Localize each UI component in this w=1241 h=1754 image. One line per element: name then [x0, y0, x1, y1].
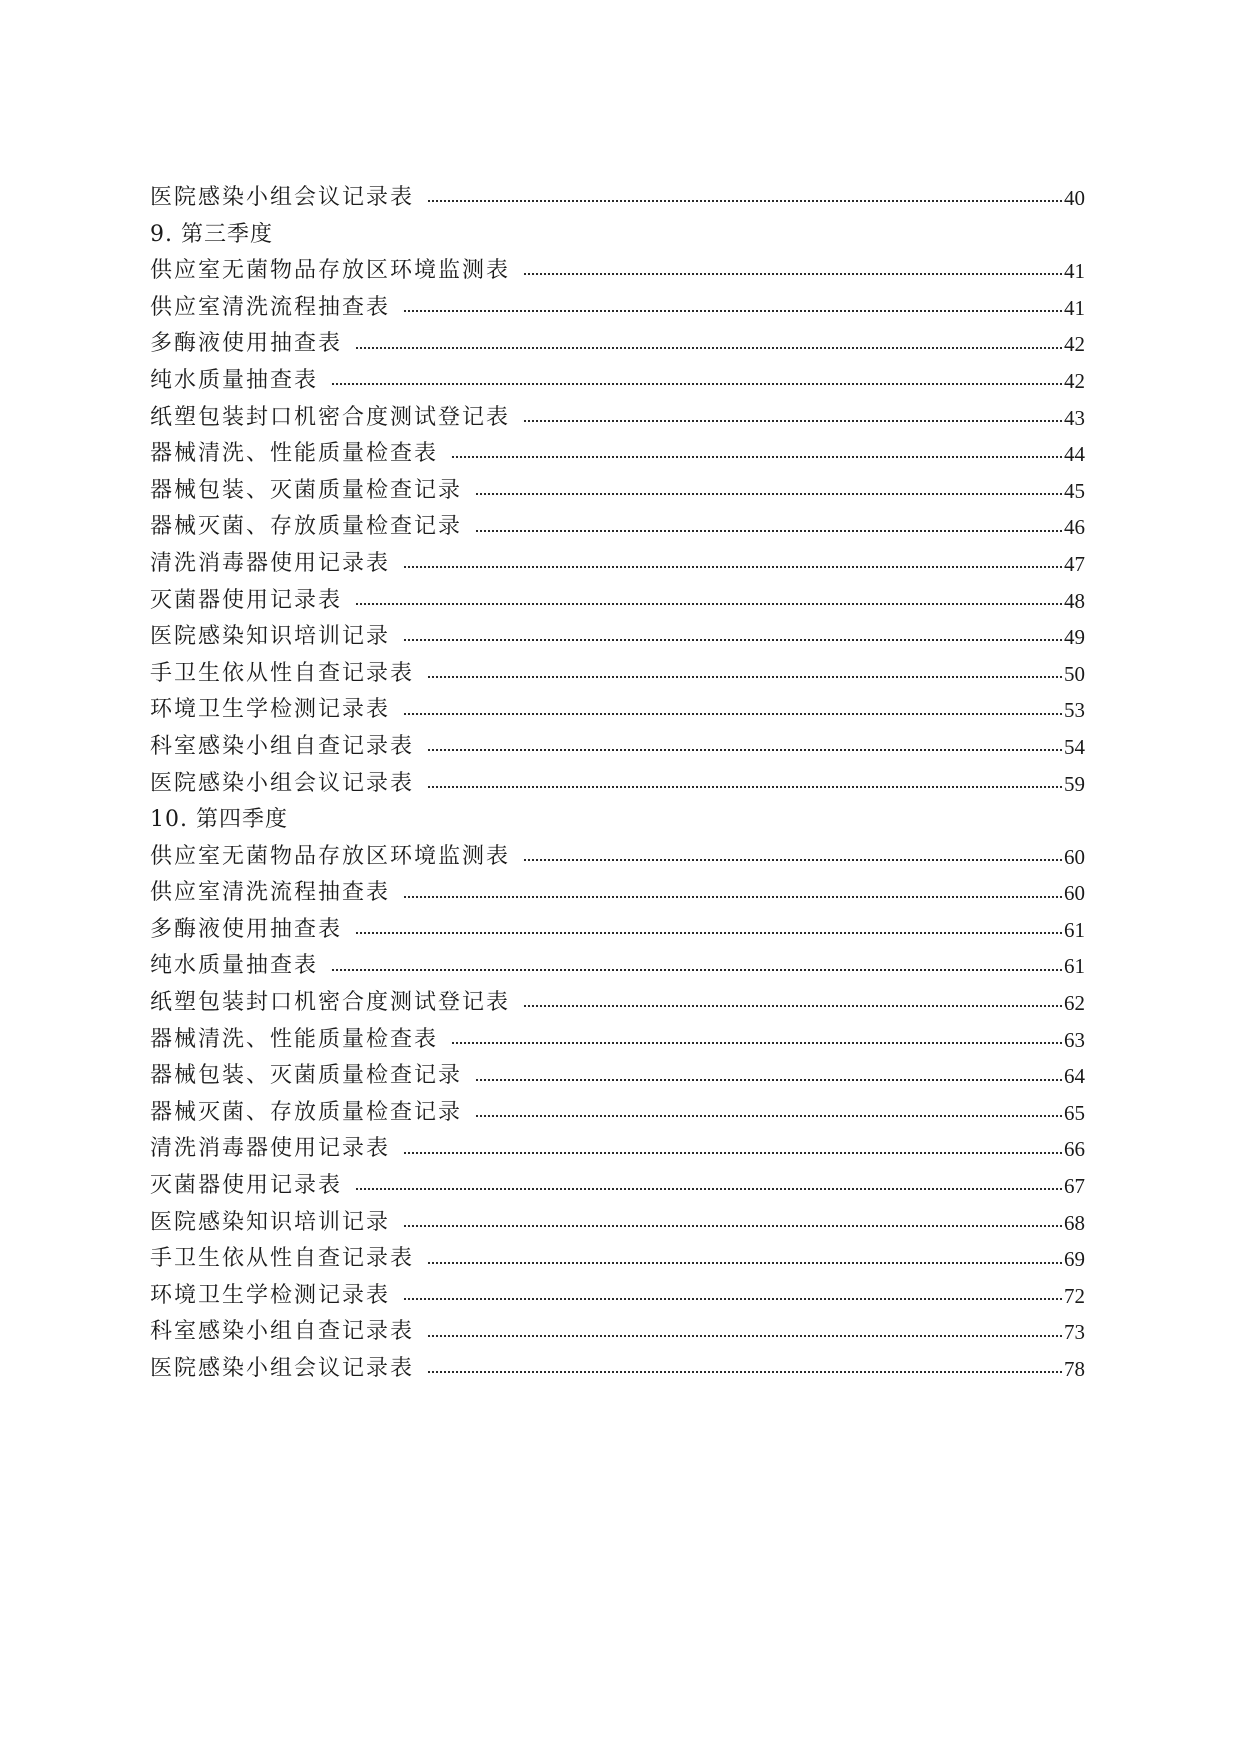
toc-entry[interactable]: [150, 1241, 1085, 1278]
page-number: 46: [1064, 515, 1085, 540]
entry-title: 灭菌器使用记录表: [150, 587, 343, 613]
toc-entry[interactable]: [150, 290, 1085, 327]
page-number: 64: [1064, 1064, 1085, 1089]
entry-title: 供应室清洗流程抽查表: [150, 880, 391, 906]
page-number: 45: [1064, 478, 1085, 503]
entry-title: 纯水质量抽查表: [150, 367, 319, 393]
entry-title: 医院感染小组会议记录表: [150, 1356, 415, 1381]
page-number: 72: [1064, 1283, 1085, 1308]
page-number: 61: [1064, 917, 1085, 942]
toc-entry[interactable]: [150, 473, 1085, 510]
entry-title: 医院感染小组会议记录表: [150, 770, 415, 796]
toc-section-heading: [150, 217, 1085, 254]
entry-title: 器械灭菌、存放质量检查记录: [150, 514, 463, 540]
page-number: 73: [1064, 1320, 1085, 1345]
toc-entry[interactable]: [150, 729, 1085, 766]
entry-title: 医院感染小组会议记录表: [150, 185, 415, 210]
page-number: 48: [1064, 588, 1085, 613]
entry-title: 器械包装、灭菌质量检查记录: [150, 1063, 463, 1089]
dot-leader: [332, 969, 1062, 971]
dot-leader: [428, 786, 1062, 788]
entry-title: 清洗消毒器使用记录表: [150, 550, 391, 576]
dot-leader: [524, 1005, 1062, 1007]
page-number: 49: [1064, 625, 1085, 650]
entry-title: 器械灭菌、存放质量检查记录: [150, 1099, 463, 1125]
dot-leader: [356, 1188, 1062, 1190]
dot-leader: [476, 1079, 1062, 1081]
page-number: 44: [1064, 442, 1085, 467]
entry-title: 纯水质量抽查表: [150, 953, 319, 979]
entry-title: 灭菌器使用记录表: [150, 1173, 343, 1199]
toc-entry[interactable]: [150, 985, 1085, 1022]
toc-entry[interactable]: [150, 546, 1085, 583]
entry-title: 医院感染知识培训记录: [150, 624, 391, 650]
toc-entry[interactable]: [150, 766, 1085, 803]
entry-title: 科室感染小组自查记录表: [150, 1319, 415, 1345]
page-number: 68: [1064, 1210, 1085, 1235]
dot-leader: [452, 1042, 1062, 1044]
dot-leader: [332, 383, 1062, 385]
toc-entry[interactable]: [150, 326, 1085, 363]
dot-leader: [404, 1298, 1062, 1300]
table-of-contents: [150, 180, 1085, 1388]
toc-entry[interactable]: [150, 180, 1085, 217]
entry-title: 环境卫生学检测记录表: [150, 1282, 391, 1308]
dot-leader: [524, 859, 1062, 861]
page-number: 43: [1064, 405, 1085, 430]
dot-leader: [476, 530, 1062, 532]
entry-title: 手卫生依从性自查记录表: [150, 660, 415, 686]
entry-title: 供应室无菌物品存放区环境监测表: [150, 258, 511, 284]
page-number: 78: [1064, 1357, 1085, 1381]
entry-title: 多酶液使用抽查表: [150, 331, 343, 357]
page-number: 60: [1064, 881, 1085, 906]
entry-title: 手卫生依从性自查记录表: [150, 1246, 415, 1272]
page-number: 67: [1064, 1174, 1085, 1199]
toc-entry[interactable]: [150, 253, 1085, 290]
page-number: 66: [1064, 1137, 1085, 1162]
entry-title: 多酶液使用抽查表: [150, 916, 343, 942]
dot-leader: [356, 347, 1062, 349]
entry-title: 供应室清洗流程抽查表: [150, 294, 391, 320]
page-number: 60: [1064, 844, 1085, 869]
toc-entry[interactable]: [150, 839, 1085, 876]
page-number: 53: [1064, 698, 1085, 723]
toc-entry[interactable]: [150, 656, 1085, 693]
page-number: 62: [1064, 991, 1085, 1016]
toc-section-heading: [150, 802, 1085, 839]
page-number: 40: [1064, 186, 1085, 210]
page-number: 47: [1064, 551, 1085, 576]
page-number: 63: [1064, 1027, 1085, 1052]
dot-leader: [428, 749, 1062, 751]
entry-title: 科室感染小组自查记录表: [150, 733, 415, 759]
dot-leader: [428, 200, 1062, 202]
toc-entry[interactable]: [150, 1278, 1085, 1315]
dot-leader: [476, 493, 1062, 495]
entry-title: 供应室无菌物品存放区环境监测表: [150, 843, 511, 869]
dot-leader: [428, 1335, 1062, 1337]
toc-entry[interactable]: [150, 1351, 1085, 1388]
dot-leader: [404, 310, 1062, 312]
toc-entry[interactable]: [150, 619, 1085, 656]
dot-leader: [404, 713, 1062, 715]
section-title: 9. 第三季度: [150, 221, 273, 247]
dot-leader: [404, 639, 1062, 641]
toc-entry[interactable]: [150, 1022, 1085, 1059]
dot-leader: [428, 1262, 1062, 1264]
entry-title: 纸塑包装封口机密合度测试登记表: [150, 990, 511, 1016]
page-number: 41: [1064, 295, 1085, 320]
dot-leader: [356, 603, 1062, 605]
toc-entry[interactable]: [150, 948, 1085, 985]
entry-title: 器械清洗、性能质量检查表: [150, 1026, 439, 1052]
dot-leader: [428, 1371, 1062, 1373]
toc-entry[interactable]: [150, 436, 1085, 473]
dot-leader: [404, 566, 1062, 568]
toc-entry[interactable]: [150, 1205, 1085, 1242]
dot-leader: [404, 1225, 1062, 1227]
entry-title: 器械包装、灭菌质量检查记录: [150, 477, 463, 503]
page-number: 54: [1064, 734, 1085, 759]
entry-title: 清洗消毒器使用记录表: [150, 1136, 391, 1162]
page-number: 61: [1064, 954, 1085, 979]
toc-entry[interactable]: [150, 1058, 1085, 1095]
page-number: 69: [1064, 1247, 1085, 1272]
entry-title: 器械清洗、性能质量检查表: [150, 441, 439, 467]
toc-entry[interactable]: [150, 1095, 1085, 1132]
dot-leader: [404, 1152, 1062, 1154]
page-number: 50: [1064, 661, 1085, 686]
dot-leader: [476, 1115, 1062, 1117]
toc-entry[interactable]: [150, 1131, 1085, 1168]
page-number: 41: [1064, 259, 1085, 284]
toc-entry[interactable]: [150, 363, 1085, 400]
entry-title: 医院感染知识培训记录: [150, 1209, 391, 1235]
toc-entry[interactable]: [150, 875, 1085, 912]
page-number: 59: [1064, 771, 1085, 796]
page-number: 42: [1064, 332, 1085, 357]
entry-title: 纸塑包装封口机密合度测试登记表: [150, 404, 511, 430]
dot-leader: [356, 932, 1062, 934]
entry-title: 环境卫生学检测记录表: [150, 697, 391, 723]
dot-leader: [428, 676, 1062, 678]
dot-leader: [524, 420, 1062, 422]
dot-leader: [452, 456, 1062, 458]
toc-entry[interactable]: [150, 692, 1085, 729]
section-title: 10. 第四季度: [150, 807, 288, 833]
page-number: 42: [1064, 368, 1085, 393]
toc-entry[interactable]: [150, 509, 1085, 546]
dot-leader: [404, 896, 1062, 898]
dot-leader: [524, 273, 1062, 275]
toc-entry[interactable]: [150, 583, 1085, 620]
toc-entry[interactable]: [150, 1168, 1085, 1205]
toc-entry[interactable]: [150, 400, 1085, 437]
toc-entry[interactable]: [150, 912, 1085, 949]
page-number: 65: [1064, 1100, 1085, 1125]
toc-entry[interactable]: [150, 1314, 1085, 1351]
